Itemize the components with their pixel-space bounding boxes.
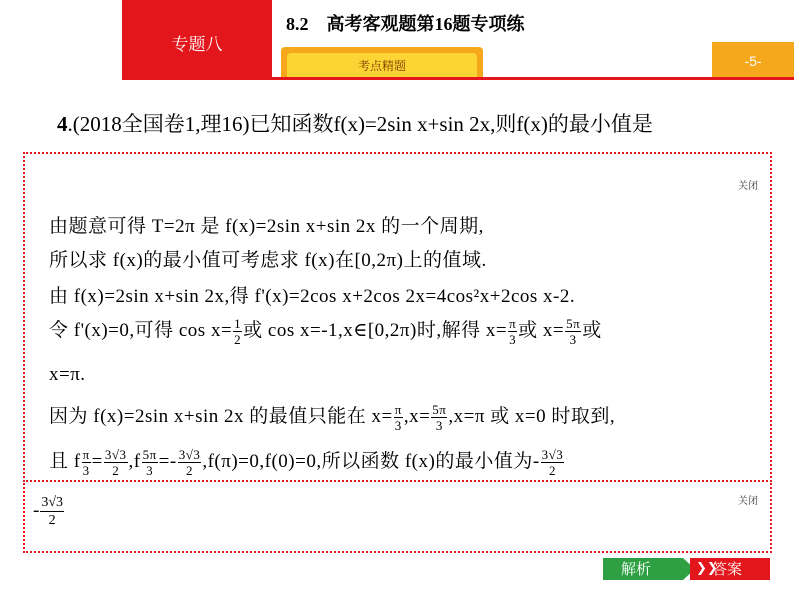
header-divider bbox=[122, 77, 794, 80]
fraction-3rt3-over-2: $\frac{3√3}{2}$ bbox=[104, 447, 127, 479]
solution-line-1: 由题意可得 T=2π 是 f(x)=2sin x+sin 2x 的一个周期, bbox=[49, 216, 484, 237]
line6-part-a: 因为 f(x)=2sin x+sin 2x 的最值只能在 x= bbox=[49, 406, 393, 427]
section-title bbox=[286, 10, 525, 36]
fraction-one-half: $\frac{1}{2}$ bbox=[234, 316, 242, 348]
line4-part-a: 令 f'(x)=0,可得 cos x= bbox=[49, 320, 233, 341]
solution-line-3: 由 f(x)=2sin x+sin 2x,得 f'(x)=2cos x+2cos 2x=4cos²x+2cos x-2. bbox=[49, 286, 576, 307]
fraction-pi-over-3-b: $\frac{\pi}{3}$ bbox=[394, 402, 402, 434]
line7-part-b: = bbox=[91, 451, 103, 472]
solution-line-2: 所以求 f(x)的最小值可考虑求 f(x)在[0,2π)上的值域. bbox=[49, 250, 487, 271]
analysis-button[interactable]: 解析 bbox=[603, 558, 683, 580]
line6-part-d: 或 x=0 时取到, bbox=[490, 406, 616, 427]
fraction-3rt3-over-2-c: $\frac{3√3}{2}$ bbox=[541, 447, 564, 479]
answer-fraction: $\frac{3√3}{2}$ bbox=[41, 495, 64, 528]
line6-part-b: ,x= bbox=[403, 406, 431, 427]
line4-part-c: 或 x= bbox=[518, 320, 565, 341]
fraction-3rt3-over-2-b: $\frac{3√3}{2}$ bbox=[178, 447, 201, 479]
fraction-pi-over-3: $\frac{\pi}{3}$ bbox=[509, 316, 517, 348]
answer-close-button[interactable]: 关闭 bbox=[738, 496, 758, 507]
line7-part-c: ,f bbox=[128, 451, 141, 472]
solution-line-4 bbox=[49, 315, 602, 347]
section-name: 高考客观题第16题专项练 bbox=[326, 14, 525, 34]
line6-part-c: ,x=π bbox=[448, 406, 485, 427]
fraction-5pi-over-3: $\frac{5\pi}{3}$ bbox=[566, 316, 581, 348]
answer-box bbox=[23, 480, 772, 553]
solution-line-7 bbox=[49, 446, 565, 478]
chapter-label: 专题八 bbox=[171, 35, 223, 55]
solution-close-button[interactable]: 关闭 bbox=[738, 181, 758, 192]
answer-sign: - bbox=[33, 499, 40, 521]
solution-line-5: x=π. bbox=[49, 364, 86, 385]
question-body: .(2018全国卷1,理16)已知函数f(x)=2sin x+sin 2x,则f(x)的最小值是 bbox=[67, 112, 653, 136]
line7-part-d: =- bbox=[158, 451, 177, 472]
fraction-pi-over-3-c: $\frac{\pi}{3}$ bbox=[82, 447, 90, 479]
answer-button[interactable] bbox=[690, 558, 770, 580]
solution-box bbox=[23, 152, 772, 482]
line7-part-e: ,f(π)=0,f(0)=0,所以函数 f(x)的最小值为- bbox=[202, 451, 540, 472]
answer-value bbox=[33, 494, 65, 529]
section-number: 8.2 bbox=[286, 14, 309, 34]
fraction-5pi-over-3-b: $\frac{5\pi}{3}$ bbox=[432, 402, 447, 434]
line4-part-b: 或 cos x=-1,x∈[0,2π)时,解得 x= bbox=[243, 320, 508, 341]
solution-line-6 bbox=[49, 401, 615, 433]
answer-button-label: 答案 bbox=[712, 560, 743, 578]
tab-kaodian[interactable]: 考点精题 bbox=[287, 53, 477, 80]
page-number: -5- bbox=[712, 42, 794, 80]
double-chevron-right-icon: ❯❯ bbox=[696, 561, 718, 576]
line7-part-a: 且 f bbox=[49, 451, 81, 472]
fraction-5pi-over-3-c: $\frac{5\pi}{3}$ bbox=[142, 447, 157, 479]
question-text bbox=[57, 108, 653, 138]
line4-part-d: 或 bbox=[582, 320, 602, 341]
question-number: 4 bbox=[57, 112, 68, 136]
